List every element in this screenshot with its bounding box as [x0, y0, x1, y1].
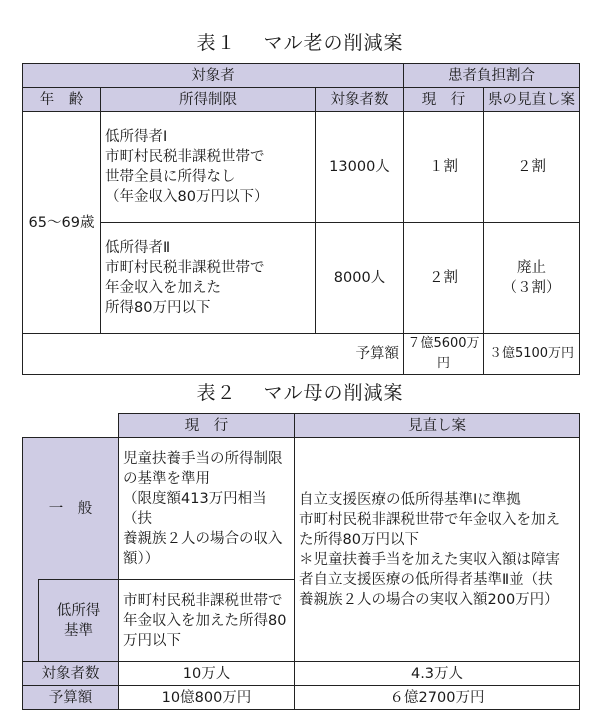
table1-age-range: 65〜69歳 [23, 112, 101, 334]
table1-budget-proposal: ３億5100万円 [484, 334, 580, 375]
table1-row2-proposal: 廃止 （３割） [484, 223, 580, 334]
table1-header-target: 対象者 [23, 64, 404, 88]
table2-count-current: 10万人 [119, 662, 295, 686]
table2-low-income-current: 市町村民税非課税世帯で 年金収入を加えた所得80 万円以下 [119, 580, 295, 662]
table1-budget-label: 予算額 [23, 334, 404, 375]
table2-general-label: 一 般 [23, 438, 119, 580]
table2-proposal-text: 自立支援医療の低所得基準Ⅰに準拠 市町村民税非課税世帯で年金収入を加え た所得80万円以下 ＊児童扶養手当を加えた実収入額は障害 者自立支援医療の低所得者基準Ⅱ並（扶 養親族２人の場合の実収入額200万円） [295, 438, 580, 662]
table2-budget-current: 10億800万円 [119, 686, 295, 710]
table1-col-age: 年 齢 [23, 88, 101, 112]
table2-title: 表２ マル母の削減案 [196, 382, 404, 404]
table1-budget-current: ７億5600万円 [404, 334, 484, 375]
table2-side-strip [23, 580, 39, 662]
table2-count-proposal: 4.3万人 [295, 662, 580, 686]
table2-count-label: 対象者数 [23, 662, 119, 686]
table1-col-income-limit: 所得制限 [101, 88, 316, 112]
table1-row2-current: ２割 [404, 223, 484, 334]
table2 [22, 413, 580, 710]
table1-row1-count: 13000人 [316, 112, 404, 223]
table1-col-current: 現 行 [404, 88, 484, 112]
table2-general-current: 児童扶養手当の所得制限 の基準を準用 （限度額413万円相当（扶 養親族２人の場合の収入 額）） [119, 438, 295, 580]
table2-corner [23, 414, 119, 438]
table1-title: 表１ マル老の削減案 [196, 32, 404, 54]
table2-col-proposal: 見直し案 [295, 414, 580, 438]
table1-row1-proposal: ２割 [484, 112, 580, 223]
table1-header-ratio: 患者負担割合 [404, 64, 580, 88]
table2-low-income-label: 低所得 基準 [39, 580, 119, 662]
table2-budget-label: 予算額 [23, 686, 119, 710]
table1-col-count: 対象者数 [316, 88, 404, 112]
table1-row2-count: 8000人 [316, 223, 404, 334]
table1-row2-income: 低所得者Ⅱ 市町村民税非課税世帯で 年金収入を加えた 所得80万円以下 [101, 223, 316, 334]
table1 [22, 63, 580, 375]
table2-budget-proposal: ６億2700万円 [295, 686, 580, 710]
table1-row1-income: 低所得者Ⅰ 市町村民税非課税世帯で 世帯全員に所得なし （年金収入80万円以下） [101, 112, 316, 223]
table2-col-current: 現 行 [119, 414, 295, 438]
table1-col-proposal: 県の見直し案 [484, 88, 580, 112]
table1-row1-current: １割 [404, 112, 484, 223]
